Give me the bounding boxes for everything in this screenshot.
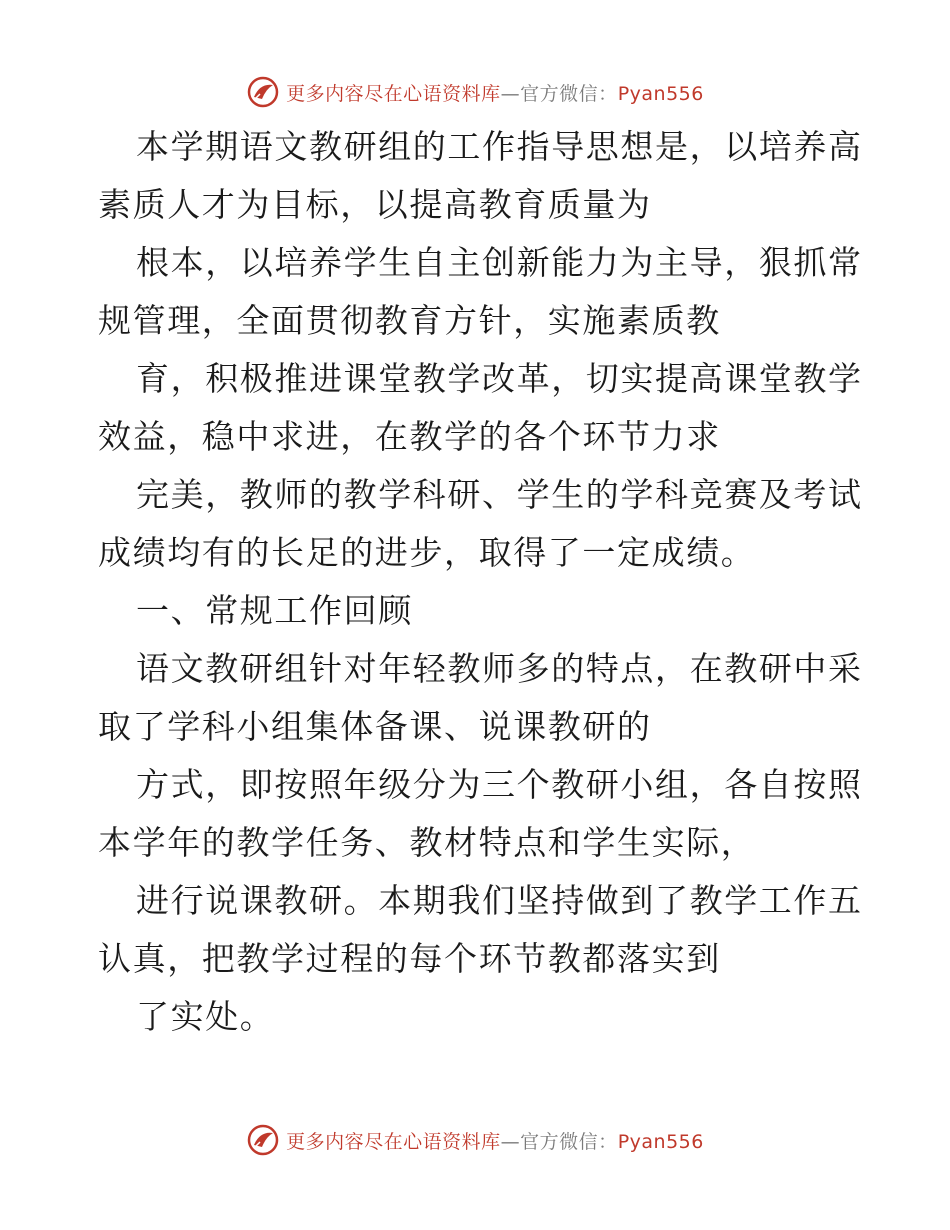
footer-watermark <box>0 1118 950 1162</box>
pen-logo-icon <box>246 75 280 109</box>
watermark-wechat-id: Pyan556 <box>617 1130 704 1153</box>
watermark-wechat-label: 官方微信： <box>520 1130 618 1153</box>
text-line: 语文教研组针对年轻教师多的特点，在教研中采 <box>136 649 863 688</box>
text-line: 规管理，全面贯彻教育方针，实施素质教 <box>98 301 721 340</box>
watermark-main-text: 更多内容尽在心语资料库 <box>286 82 501 105</box>
header-watermark <box>0 70 950 114</box>
text-line: 素质人才为目标，以提高教育质量为 <box>98 185 652 224</box>
watermark-main-text: 更多内容尽在心语资料库 <box>286 1130 501 1153</box>
watermark-text <box>286 79 704 106</box>
pen-logo-icon <box>246 1123 280 1157</box>
watermark-dash: — <box>500 1130 521 1153</box>
text-line: 成绩均有的长足的进步，取得了一定成绩。 <box>98 533 756 572</box>
text-line: 取了学科小组集体备课、说课教研的 <box>98 707 652 746</box>
text-line: 认真，把教学过程的每个环节教都落实到 <box>98 939 721 978</box>
watermark-dash: — <box>500 82 521 105</box>
text-line: 育，积极推进课堂教学改革，切实提高课堂教学 <box>136 359 863 398</box>
section-heading: 一、常规工作回顾 <box>136 591 413 630</box>
text-line: 方式，即按照年级分为三个教研小组，各自按照 <box>136 765 863 804</box>
text-line: 进行说课教研。本期我们坚持做到了教学工作五 <box>136 881 863 920</box>
watermark-text <box>286 1127 704 1154</box>
watermark-wechat-id: Pyan556 <box>617 82 704 105</box>
text-line: 根本，以培养学生自主创新能力为主导，狠抓常 <box>136 243 863 282</box>
text-line: 本学期语文教研组的工作指导思想是，以培养高 <box>136 127 863 166</box>
text-line: 效益，稳中求进，在教学的各个环节力求 <box>98 417 721 456</box>
text-line: 本学年的教学任务、教材特点和学生实际， <box>98 823 756 862</box>
text-line: 了实处。 <box>136 997 275 1036</box>
watermark-wechat-label: 官方微信： <box>520 82 618 105</box>
text-line: 完美，教师的教学科研、学生的学科竞赛及考试 <box>136 475 863 514</box>
